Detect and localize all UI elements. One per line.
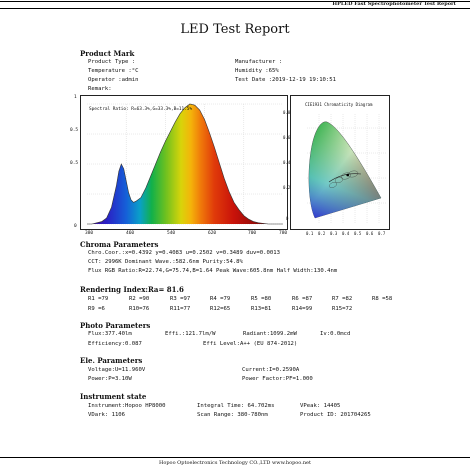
instrument-product-id: Product ID: 201704265	[300, 412, 371, 418]
cie-x-tick: 0.3	[330, 231, 338, 236]
spec-x-tick: 460	[126, 231, 135, 236]
cie-y-tick: 0.8	[283, 110, 291, 115]
photo-flux: Flux:377.40lm	[88, 331, 132, 337]
rendering-r13: R13=81	[251, 306, 272, 312]
instrument-name: Instrument:Hopoo HP8000	[88, 403, 166, 409]
ele-current: Current:I=0.2590A	[242, 367, 300, 373]
test-date: Test Date :2019-12-19 19:10:51	[235, 77, 337, 83]
instrument-integral-time: Integral Time: 64.702ms	[197, 403, 275, 409]
chroma-heading: Chroma Parameters	[80, 240, 159, 249]
ele-power-factor: Power Factor:PF=1.000	[242, 376, 313, 382]
header-bottom-rule	[0, 8, 470, 9]
cie-x-tick: 0.5	[354, 231, 362, 236]
footer-company: Hopoo Optoelectronics Technology CO.,LTD www.hopoo.net	[158, 460, 312, 466]
temperature: Temperature :°C	[88, 68, 139, 74]
photo-efficiency: Efficiency:0.087	[88, 341, 142, 347]
chroma-cct: CCT: 2996K Dominant Wave.:582.6nm Purity:54.8%	[88, 259, 243, 265]
rendering-r10: R10=76	[129, 306, 150, 312]
cie-y-tick: 0	[286, 216, 289, 221]
cie-x-tick: 0.1	[306, 231, 314, 236]
product-mark-heading: Product Mark	[80, 49, 135, 58]
rendering-r8: R8 =58	[372, 296, 393, 302]
photo-heading: Photo Parameters	[80, 321, 151, 330]
rendering-r11: R11=77	[170, 306, 191, 312]
photo-effi-level: Effi Level:A++ (EU 874-2012)	[203, 341, 298, 347]
spec-x-tick: 700	[248, 231, 257, 236]
photo-radiant: Radiant:1099.2mW	[243, 331, 297, 337]
rendering-r7: R7 =82	[332, 296, 353, 302]
chroma-flux-rgb: Flux RGB Ratio:R=22.74,G=75.74,B=1.64 Peak Wave:605.8nm Half Width:130.4nm	[88, 268, 338, 274]
product-type: Product Type :	[88, 59, 136, 65]
spectrum-chart	[80, 95, 291, 230]
rendering-r9: R9 =6	[88, 306, 105, 312]
rendering-heading: Rendering Index:Ra= 81.6	[80, 285, 184, 294]
photo-effi: Effi.:121.7lm/W	[165, 331, 216, 337]
instrument-vdark: VDark: 1106	[88, 412, 126, 418]
spec-x-tick: 540	[167, 231, 176, 236]
remark: Remark:	[88, 86, 112, 92]
spectrum-plot	[81, 96, 291, 230]
spec-x-tick: 780	[279, 231, 288, 236]
instrument-scan-range: Scan Range: 380-780nm	[197, 412, 268, 418]
spec-y-tick: 0.5	[70, 128, 79, 133]
rendering-r15: R15=72	[332, 306, 353, 312]
manufacturer: Manufacturer :	[235, 59, 283, 65]
cie-x-tick: 0.2	[318, 231, 326, 236]
spec-y-tick: 0.5	[70, 161, 79, 166]
ele-heading: Ele. Parameters	[80, 356, 143, 365]
cie-x-tick: 0.7	[378, 231, 386, 236]
cie-y-tick: 0.6	[283, 135, 291, 140]
spectral-ratio: Spectral Ratio: R=63.3%,G=33.3%,B=11.5%	[89, 107, 193, 112]
instrument-vpeak: VPeak: 14405	[300, 403, 341, 409]
cie-x-tick: 0.4	[342, 231, 350, 236]
rendering-r4: R4 =79	[210, 296, 231, 302]
rendering-r5: R5 =80	[251, 296, 272, 302]
report-name: HPLED Fast Spectrophotometer Test Report	[332, 1, 456, 7]
spec-y-tick: 1	[74, 95, 77, 100]
cie-x-tick: 0.6	[366, 231, 374, 236]
chromaticity-title: CIE1931 Chromaticity Diagram	[305, 102, 373, 107]
ele-voltage: Voltage:U=11.960V	[88, 367, 146, 373]
footer-rule	[0, 457, 470, 458]
photo-iv: Iv:0.0mcd	[320, 331, 351, 337]
rendering-r12: R12=65	[210, 306, 231, 312]
rendering-r6: R6 =87	[292, 296, 313, 302]
spec-x-tick: 380	[85, 231, 94, 236]
instrument-heading: Instrument state	[80, 392, 147, 401]
chromaticity-point	[346, 174, 349, 177]
chromaticity-plot	[291, 96, 390, 230]
chroma-coordinates: Chro.Coor.:x=0.4392 y=0.4083 u=0.2502 v=0.3489 duv=0.0013	[88, 250, 280, 256]
ele-power: Power:P=3.10W	[88, 376, 132, 382]
operator: Operator :admin	[88, 77, 139, 83]
humidity: Humidity :65%	[235, 68, 279, 74]
rendering-r3: R3 =97	[170, 296, 191, 302]
cie-y-tick: 0.2	[283, 185, 291, 190]
rendering-r1: R1 =79	[88, 296, 109, 302]
chromaticity-chart	[290, 95, 390, 230]
page-title: LED Test Report	[180, 22, 290, 37]
rendering-r14: R14=99	[292, 306, 313, 312]
rendering-r2: R2 =90	[129, 296, 150, 302]
cie-y-tick: 0.4	[283, 160, 291, 165]
spec-y-tick: 0	[74, 224, 77, 229]
spectral-locus-overlay	[309, 122, 381, 218]
spec-x-tick: 620	[208, 231, 217, 236]
